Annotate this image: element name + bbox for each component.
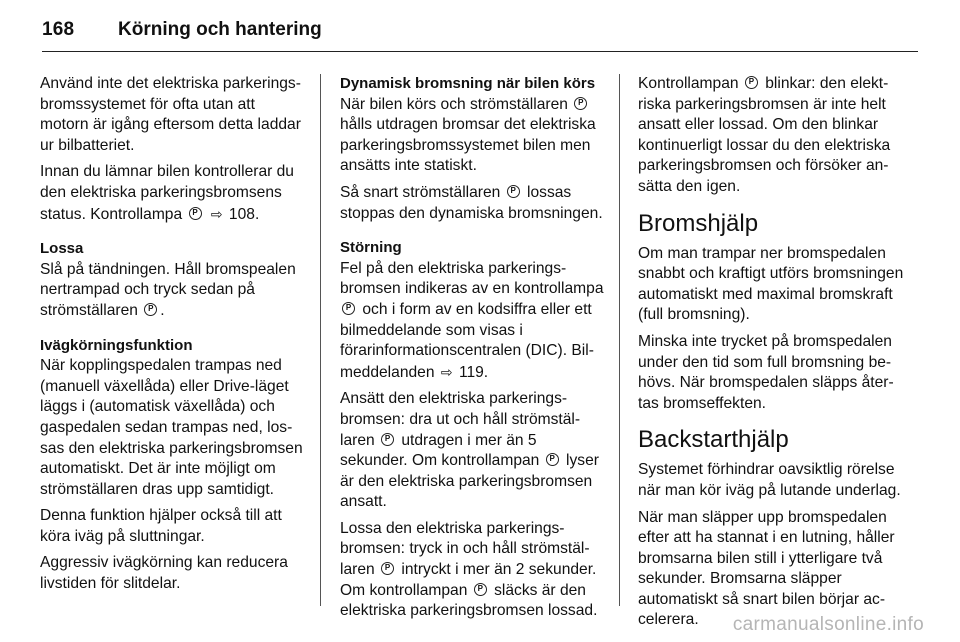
column-divider xyxy=(619,74,620,606)
text: intryckt i mer än 2 sekunder. Om kontrollampan xyxy=(340,561,597,599)
text: och i form av en kodsiffra eller ett bilmeddelande som visas i förarinformationscentralen (DIC). Bilmeddelanden xyxy=(340,300,594,381)
page-ref-arrow-icon: ⇨ xyxy=(440,363,453,380)
text: Ansätt den elektriska parkeringsbromsen: dra ut och håll strömställaren xyxy=(340,390,581,449)
paragraph xyxy=(340,389,606,513)
warning-lamp-icon xyxy=(342,302,355,315)
paragraph xyxy=(40,162,306,225)
text: lossas stoppas den dynamiska bromsningen. xyxy=(340,183,603,222)
parking-brake-icon xyxy=(381,562,394,575)
subheading-lossa: Lossa xyxy=(40,240,84,258)
parking-brake-icon xyxy=(144,303,157,316)
text: utdragen i mer än 5 sekunder. Om kontrollampan xyxy=(340,431,540,470)
paragraph: Minska inte trycket på bromspedalen under den tid som full bromsning behövs. När bromspedalen släpps återtas bromseffekten. xyxy=(638,332,894,412)
parking-brake-icon xyxy=(745,76,758,89)
paragraph: När man släpper upp bromspedalen efter att ha stannat i en lutning, håller bromsarna bilen still i ytterligare två sekunder. Bromsarna släpper automatiskt så snart bilen börjar accelerera. xyxy=(638,508,895,629)
parking-brake-icon xyxy=(189,207,202,220)
subheading-storning: Störning xyxy=(340,239,402,257)
paragraph xyxy=(40,260,306,322)
column-3 xyxy=(638,74,908,637)
paragraph: Använd inte det elektriska parkeringsbromssystemet för ofta utan att motorn är igång eftersom detta laddar ur bilbatteriet. xyxy=(40,75,301,154)
page-ref-arrow-icon: ⇨ xyxy=(210,205,223,222)
paragraph: Denna funktion hjälper också till att köra iväg på sluttningar. xyxy=(40,507,282,545)
page-title: Körning och hantering xyxy=(118,19,322,40)
text: Slå på tändningen. Håll bromspealen nertrampad och tryck sedan på strömställaren xyxy=(40,260,296,319)
parking-brake-icon xyxy=(546,453,559,466)
text: Innan du lämnar bilen kontrollerar du den elektriska parkeringsbromsens status. Kontrollampa xyxy=(40,163,294,223)
section-heading-bromshjalp: Bromshjälp xyxy=(638,209,759,237)
text: hålls utdragen bromsar det elektriska parkeringsbromssystemet bilen men ansätts inte statiskt. xyxy=(340,116,596,175)
text: När bilen körs och strömställaren xyxy=(340,95,568,113)
text: släcks är den elektriska parkeringsbromsen lossad. xyxy=(340,581,598,620)
paragraph: Systemet förhindrar oavsiktlig rörelse när man kör iväg på lutande underlag. xyxy=(638,461,901,499)
parking-brake-icon xyxy=(574,97,587,110)
text: lyser är den elektriska parkeringsbromsen ansatt. xyxy=(340,452,599,511)
page-header xyxy=(42,17,918,52)
paragraph xyxy=(340,183,606,224)
text: Så snart strömställaren xyxy=(340,183,501,201)
text: Fel på den elektriska parkeringsbromsen indikeras av en kontrollampa xyxy=(340,259,604,298)
page-number: 168 xyxy=(42,19,75,40)
paragraph xyxy=(340,519,606,622)
paragraph xyxy=(638,74,908,198)
parking-brake-icon xyxy=(474,583,487,596)
text: blinkar: den elektriska parkeringsbromsen är inte helt ansatt eller lossad. Om den blinkar kontinuerligt lossar du den elektriska parkeringsbromsen och försöker ansätta den igen. xyxy=(638,75,891,195)
page-ref-link[interactable]: 108. xyxy=(228,205,260,223)
paragraph: Om man trampar ner bromspedalen snabbt och kraftigt utförs bromsningen automatiskt med maximal bromskraft (full bromsning). xyxy=(638,244,904,324)
paragraph xyxy=(340,259,606,384)
page-ref-link[interactable]: 119. xyxy=(458,363,489,381)
paragraph xyxy=(340,95,606,177)
subheading-ivagkorning: Ivägkörningsfunktion xyxy=(40,336,193,354)
text: Kontrollampan xyxy=(638,75,739,92)
text: . xyxy=(160,301,165,319)
watermark: carmanualsonline.info xyxy=(732,614,924,635)
paragraph: När kopplingspedalen trampas ned (manuell växellåda) eller Drive-läget läggs i (automatisk växellåda) och gaspedalen sedan trampas ned, lossas den elektriska parkeringsbromsen automatiskt. Det är inte möjligt om strömställaren dras upp samtidigt. xyxy=(40,357,303,498)
subheading-dynamisk-bromsning: Dynamisk bromsning när bilen körs xyxy=(340,75,596,92)
column-2 xyxy=(340,74,606,628)
column-1 xyxy=(40,74,306,601)
parking-brake-icon xyxy=(381,433,394,446)
section-heading-backstarthjalp: Backstarthjälp xyxy=(638,426,789,454)
paragraph: Aggressiv ivägkörning kan reducera livstiden för slitdelar. xyxy=(40,554,288,593)
parking-brake-icon xyxy=(507,185,520,198)
column-divider xyxy=(320,74,321,606)
text: Lossa den elektriska parkeringsbromsen: tryck in och håll strömställaren xyxy=(340,519,590,579)
